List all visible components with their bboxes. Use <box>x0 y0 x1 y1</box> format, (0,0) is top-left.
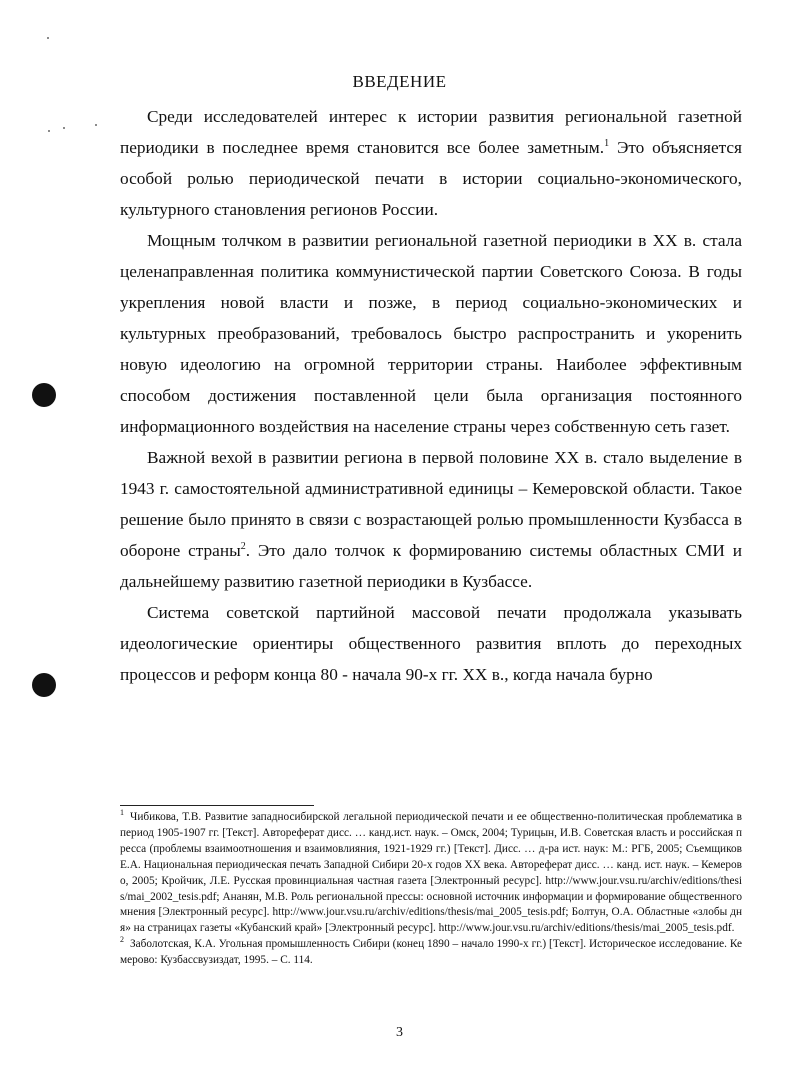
scan-speck <box>95 124 97 126</box>
paragraph: Мощным толчком в развитии региональной газетной периодики в XX в. стала целенаправленная политика коммунистической партии Советского Союза. В годы укрепления новой власти и позже, в период социально-экономических и культурных преобразований, требовалось быстро распространить и укоренить новую идеологию на огромной территории страны. Наиболее эффективным способом достижения поставленной цели была организация постоянного информационного воздействия на население страны через собственную сеть газет. <box>120 231 742 436</box>
scan-speck <box>63 127 65 129</box>
paragraph: Система советской партийной массовой печати продолжала указывать идеологические ориентиры общественного развития вплоть до переходных процессов и реформ конца 80 - начала 90-х гг. XX в., когда начала бурно <box>120 603 742 684</box>
page-number: 3 <box>396 1025 403 1040</box>
body-text <box>120 101 742 690</box>
footnote: $^1$ Чибикова, Т.В. Развитие западносибирской легальной периодической печати и ее общественно-политическая проблематика в период 1905-1907 гг. [Текст]. Автореферат дисс. … канд.ист. наук. – Омск, 2004; Турицын, И.В. Советская власть и российская пресса (проблемы взаимоотношения и взаимовлияния, 1921-1929 гг.) [Текст]. Дисс. … д-ра ист. наук: М.: РГБ, 2005; Съемщиков Е.А. Национальная периодическая печать Западной Сибири 20-х годов XX века. Автореферат дисс. … канд. ист. наук. – Кемерово, 2005; Кройчик, Л.Е. Русская провинциальная частная газета [Электронный ресурс]. http://www.jour.vsu.ru/archiv/editions/thesis/mai_2002_tesis.pdf; Ананян, М.В. Роль региональной прессы: основной источник информации и формирование общественного мнения [Электронный ресурс]. http://www.jour.vsu.ru/archiv/editions/thesis/mai_2005_tesis.pdf; Болтун, О.А. Областные «злобы дня» на страницах газеты «Кубанский край» [Электронный ресурс]. http://www.jour.vsu.ru/archiv/editions/thesis/mai_2005_tesis.pdf. <box>120 808 742 935</box>
paragraph: Важной вехой в развитии региона в первой половине XX в. стало выделение в 1943 г. самостоятельной административной единицы – Кемеровской области. Такое решение было принято в связи с возрастающей ролью промышленности Кузбасса в обороне страны$^2$. Это дало толчок к формированию системы областных СМИ и дальнейшему развитию газетной периодики в Кузбассе. <box>120 448 742 591</box>
punch-hole-mark <box>32 383 56 407</box>
footnote: $^2$ Заболотская, К.А. Угольная промышленность Сибири (конец 1890 – начало 1990-х гг.) [Текст]. Историческое исследование. Кемерово: Кузбассвузиздат, 1995. – С. 114. <box>120 935 742 967</box>
footnote-ref: 2 <box>240 541 246 553</box>
footnotes <box>120 810 742 969</box>
footnote-ref: 1 <box>604 138 610 150</box>
footnote-divider <box>120 805 314 806</box>
scan-speck <box>48 130 50 132</box>
paragraph: Среди исследователей интерес к истории развития региональной газетной периодики в последнее время становится все более заметным.$^1$ Это объясняется особой ролью периодической печати в истории социально-экономического, культурного становления регионов России. <box>120 107 742 219</box>
punch-hole-mark <box>32 673 56 697</box>
scan-speck <box>47 37 49 39</box>
page-title: ВВЕДЕНИЕ <box>352 72 447 91</box>
